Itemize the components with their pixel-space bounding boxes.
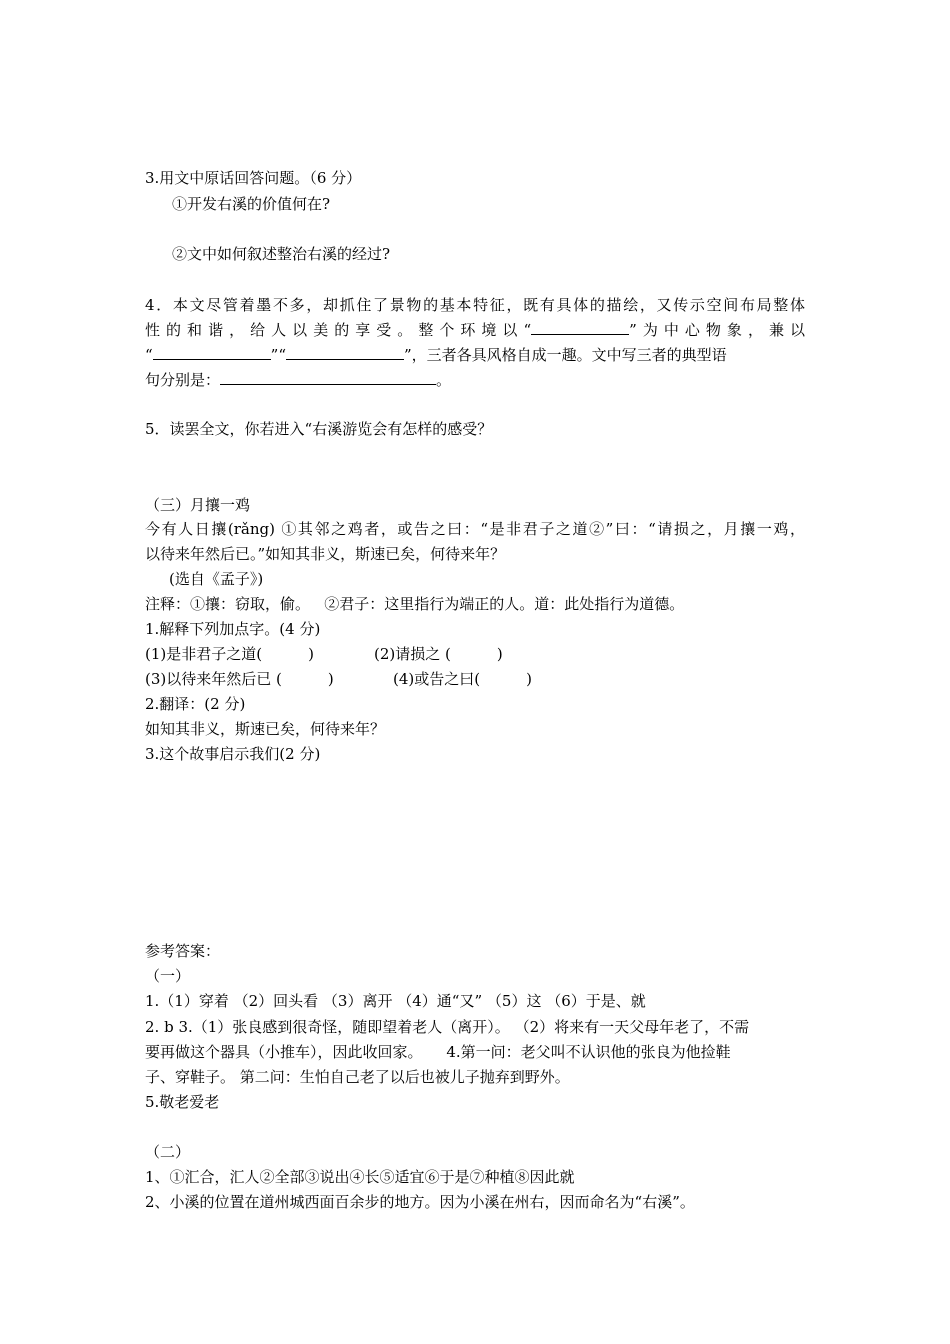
section3-q2-title: 2.翻译：(2 分) [145, 695, 246, 713]
section3-q1-item3: (3)以待来年然后已 ( ) [145, 670, 334, 688]
section3-passage-line1: 今有人日攘(rǎng) ①其邻之鸡者，或告之曰：“是非君子之道②”曰：“请损之，月攘一鸡， [145, 520, 805, 538]
section3-q1-item4: (4)或告之曰( ) [393, 670, 532, 688]
q5-text: 5．读罢全文，你若进入“右溪游览会有怎样的感受？ [145, 420, 493, 438]
answers-part1-line5: 5.敬老爱老 [145, 1093, 220, 1111]
q4-line2: 性的和谐，给人以美的享受。整个环境以“ ”为中心物象，兼以 [145, 321, 805, 339]
answers-part2-line2: 2、小溪的位置在道州城西面百余步的地方。因为小溪在州右，因而命名为“右溪”。 [145, 1193, 695, 1211]
q3-title: 3.用文中原话回答问题。（6 分） [145, 169, 362, 187]
section3-q2-text: 如知其非义，斯速已矣，何待来年？ [145, 720, 386, 738]
q4-line1: 4．本文尽管着墨不多，却抓住了景物的基本特征，既有具体的描绘，又传示空间布局整体 [145, 296, 805, 314]
section3-q1-item2: (2)请损之 ( ) [374, 645, 503, 663]
q4-line3: “ ”“ ”，三者各具风格自成一趣。文中写三者的典型语 [145, 346, 727, 364]
answers-part1-label: （一） [145, 967, 191, 985]
q4-blank-center-image[interactable] [531, 320, 629, 335]
q4-blank-1[interactable] [153, 345, 271, 360]
section3-notes: 注释：①攘：窃取，偷。 ②君子：这里指行为端正的人。道：此处指行为道德。 [145, 595, 685, 613]
answers-part1-line1: 1.（1）穿着 （2）回头看 （3）离开 （4）通“又” （5）这 （6）于是、就 [145, 992, 646, 1010]
q3-sub1: ①开发右溪的价值何在? [172, 195, 331, 213]
answers-heading: 参考答案： [145, 942, 221, 960]
section3-passage-line2: 以待来年然后已。”如知其非义，斯速已矣，何待来年？ [145, 545, 506, 563]
q3-sub2: ②文中如何叙述整治右溪的经过? [172, 245, 391, 263]
section3-q3-title: 3.这个故事启示我们(2 分) [145, 745, 321, 763]
answers-part1-line3: 要再做这个器具（小推车），因此收回家。 4.第一问：老父叫不认识他的张良为他捡鞋 [145, 1043, 731, 1061]
section3-q1-item1: (1)是非君子之道( ) [145, 645, 314, 663]
section3-title: （三）月攘一鸡 [145, 496, 251, 514]
q4-blank-2[interactable] [286, 345, 404, 360]
q4-line4: 句分别是： 。 [145, 371, 452, 389]
answers-part1-line2: 2. b 3.（1）张良感到很奇怪，随即望着老人（离开）。 （2）将来有一天父母年老了，不需 [145, 1018, 750, 1036]
section3-q1-title: 1.解释下列加点字。(4 分) [145, 620, 321, 638]
section3-source: (选自《孟子》) [169, 570, 264, 588]
answers-part2-line1: 1、①汇合，汇人②全部③说出④长⑤适宜⑥于是⑦种植⑧因此就 [145, 1168, 575, 1186]
answers-part1-line4: 子、穿鞋子。 第二问：生怕自己老了以后也被儿子抛弃到野外。 [145, 1068, 570, 1086]
q4-blank-3[interactable] [220, 370, 436, 385]
answers-part2-label: （二） [145, 1143, 191, 1161]
